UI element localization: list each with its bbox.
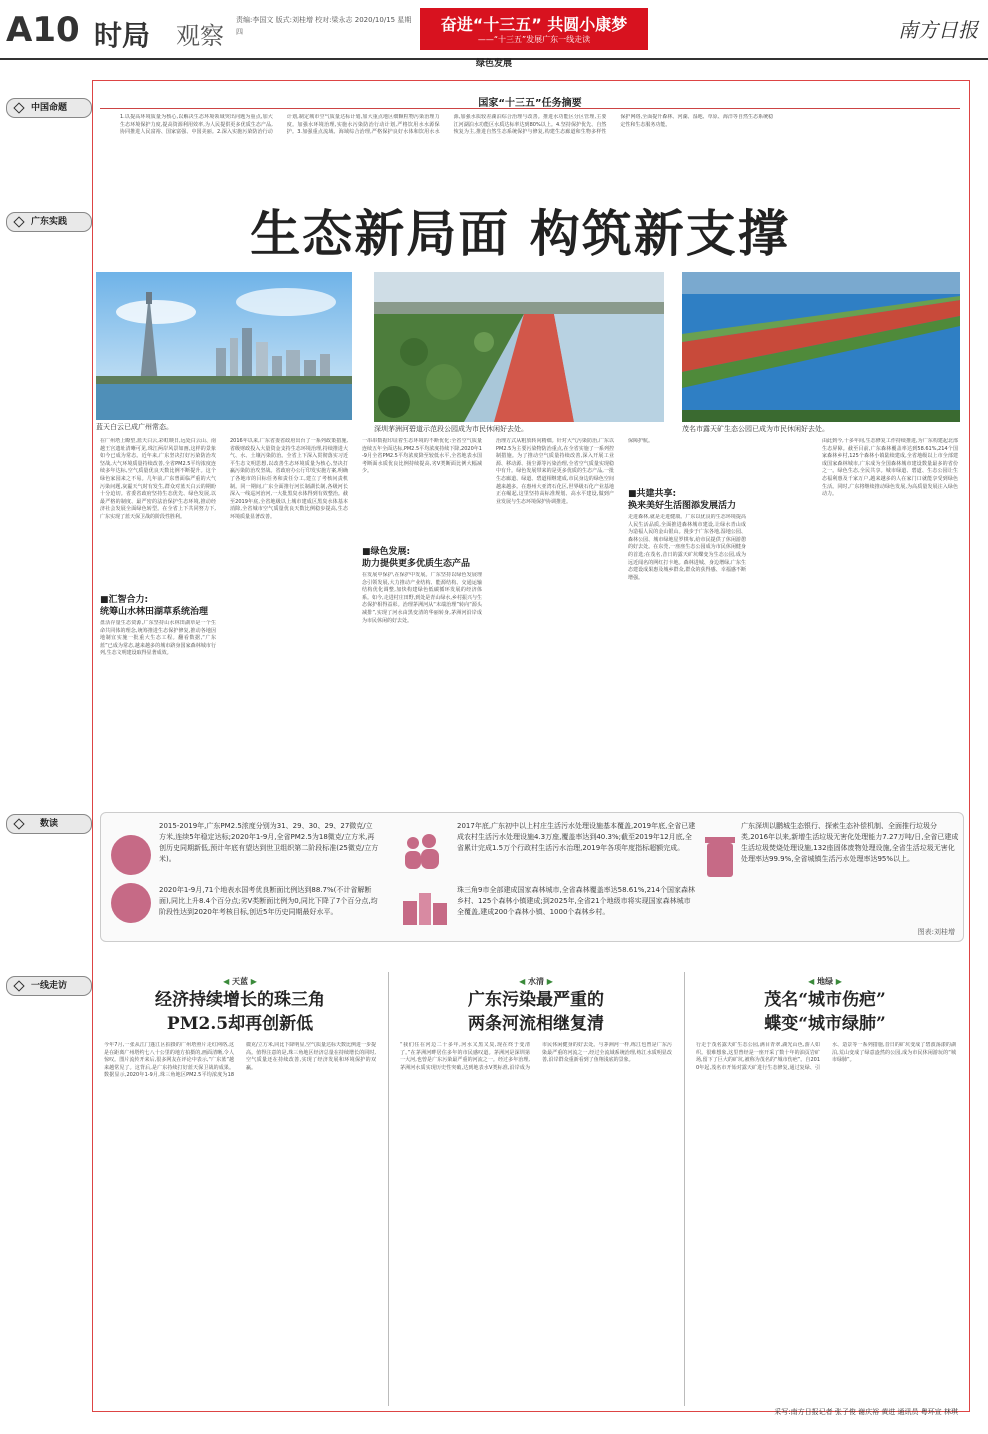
subsection-name: 观察 — [176, 22, 224, 50]
photo-guangzhou-skyline — [96, 272, 352, 420]
pm25-icon — [111, 835, 151, 875]
edition-meta: 责编:李国文 版式:刘桂增 校对:梁永志 2020/10/15 星期四 — [236, 16, 412, 36]
article-col-6: 由此到今,十多年间,生态修复工作持续推进,为广东构建起北部生态屏障。截至目前,广东森林覆盖率达到58.61%,214个国家森林乡村,125个森林小镇陆续建成,全省地级以上市全部建成国家森林城市,广东成为全国森林城市建设数量最多的省份之一。绿色生态,全民共享。城市绿道、碧道、生态公园让生态福利惠及千家万户,越来越多的人在家门口就能享受到绿色生活。同时,广东将继续推动绿色发展,为高质量发展注入绿色动力。 — [822, 438, 958, 498]
photo-caption-2: 深圳茅洲河碧道示范段公园成为市民休闲好去处。 — [374, 425, 528, 433]
tab-guangdong-practice: 广东实践 — [6, 212, 92, 232]
national-task-title: 国家“十三五”任务摘要 — [478, 98, 582, 109]
subhead-2-title: 助力提供更多优质生态产品 — [362, 559, 471, 569]
story-2-kicker-text: 水清 — [528, 977, 544, 986]
story-1-kicker-text: 天蓝 — [232, 977, 248, 986]
main-headline: 生态新局面 构筑新支撑 — [250, 204, 790, 263]
reporter-credit: 采写:南方日报记者 张子俊 谢庆裕 黄进 通讯员 粤环宣 林琪 — [774, 1408, 958, 1416]
lake-causeway-image — [682, 272, 960, 422]
stat-forest: 珠三角9市全部建成国家森林城市,全省森林覆盖率达58.61%,214个国家森林乡村、125个森林小镇建成;到2025年,全省21个地级市将实现国家森林城市全覆盖,建成200个森林小镇、1000个森林乡村。 — [457, 886, 695, 916]
tab-data-reading: 数读 — [6, 814, 92, 834]
series-banner — [420, 8, 648, 50]
story-1-text: 今年7月,一张从江门蓬江区拍摄的广州塔照片走红网络,这是在距离广州塔约七八十公里的地方拍摄的,画面清晰,令人惊叹。图片流传开来后,很多网友在评论中表示,“广东蓝”越来越常见了。这背后,是广东持续打好蓝天保卫战的成果。数据显示,2020年1-9月,珠三角地区PM2.5平均浓度为18微克/立方米,同比下降明显,空气质量达标天数比例进一步提高。值得注意的是,珠三角地区经济总量在持续增长的同时,空气质量还在持续改善,实现了经济发展和环境保护的双赢。 — [104, 1042, 376, 1079]
story-1-kicker: ◀ 天蓝 ▶ — [223, 977, 257, 986]
photo-caption-1: 蓝天白云已成广州常态。 — [96, 423, 173, 431]
photo-caption-3: 茂名市露天矿生态公园已成为市民休闲好去处。 — [682, 425, 829, 433]
story-2-title-line2: 两条河流相继复清 — [468, 1014, 604, 1034]
page-header — [0, 0, 988, 60]
article-col-2: 2016年以来,广东省委省政府出台了一系列政策措施,省级财政投入大量资金支持生态环境治理,持续推进大气、水、土壤污染防治。全省上下深入贯彻落实习近平生态文明思想,以改善生态环境质量为核心,坚决打赢污染防治攻坚战。省政府办公厅印发实施方案,明确了各地市的目标任务和责任分工,建立了考核问责机制。同一期间,广东全面推行河长制湖长制,各级河长深入一线巡河治河,一大批黑臭水体得到有效整治。截至2019年底,全省地级以上城市建成区黑臭水体基本消除,全省城市空气质量优良天数比例稳步提高,生态环境质量显著改善。 — [230, 438, 348, 520]
national-task-text: 1.以提高环境质量为核心,以解决生态环境领域突出问题为重点,加大生态环境保护力度,提高资源利用效率,为人民提供更多优质生态产品,协同推进人民富裕、国家富强、中国美丽。2.深入实施污染防治行动计划,制定城市空气质量达标计划,加大重点地区细颗粒物污染治理力度。加强水环境治理,实施水污染防治行动计划,严格饮用水水源保护。3.加强重点流域、海域综合治理,严格保护良好水体和饮用水水源,加强水质较差湖泊综合治理与改善。推进水功能区分区管理,主要江河湖泊水功能区水质达标率达到80%以上。4.坚持保护优先、自然恢复为主,推进自然生态系统保护与修复,构建生态廊道和生物多样性保护网络,全面提升森林、河湖、湿地、草原、海洋等自然生态系统稳定性和生态服务功能。 — [120, 114, 774, 136]
stat-rural-sewage: 2017年底,广东初中以上村庄生活污水处理设施基本覆盖,2019年底,全省已建成农村生活污水处理设施4.3万座,覆盖率达到40.3%;截至2019年12月底,全省累计完成1.5万个行政村生活污水治理,2019年各项年度指标超额完成。 — [457, 822, 696, 852]
story-3-title-line1: 茂名“城市伤疤” — [764, 990, 886, 1010]
banner-title: 奋进“十三五” 共圆小康梦 — [440, 15, 628, 34]
article-col-5: 保障护航。 — [628, 438, 654, 444]
subhead-3-label: ■共建共享: — [628, 489, 677, 499]
story-2-text: “我们住在河边二十多年,河水又黑又臭,现在终于变清了。”在茅洲河畔居住多年的市民感叹道。茅洲河是深圳第一大河,也曾是广东污染最严重的河流之一。经过多年治理,茅洲河水质实现历史性突破,达到地表水V类标准,沿岸成为市民休闲健身的好去处。与茅洲河一样,练江也曾是广东污染最严重的河流之一,经过全流域系统治理,练江水质明显改善,沿岸群众重新看到了鱼翔浅底的景象。 — [400, 1042, 672, 1071]
forest-icon — [401, 889, 449, 925]
rural-people-icon — [401, 833, 449, 869]
story-1-title-line1: 经济持续增长的珠三角 — [155, 990, 325, 1010]
column-divider — [388, 972, 389, 1406]
recycle-bin-icon — [705, 835, 735, 877]
subhead-3-title: 换来美好生活图添发展活力 — [628, 501, 737, 511]
banner-subtitle: ——“十三五”发展广东一线走读 — [477, 35, 591, 44]
story-3-kicker: ◀ 地绿 ▶ — [808, 977, 842, 986]
subhead-1-title: 统筹山水林田湖草系统治理 — [100, 607, 209, 617]
article-col-5b: 走进森林,就是走进健康。广东以优良的生态环境提高人民生活品质,全面推进森林城市建设,让绿水青山成为造福人民的金山银山。漫步于广东各地,湿地公园、森林公园、城市绿地星罗棋布,给市民提供了休闲游憩的好去处。在东莞,一座座生态公园成为市民休闲健身的首选;在茂名,昔日的露天矿坑蝶变为生态公园,成为远近闻名的网红打卡地。森林进城、身边增绿,广东生态建设成果惠及城乡群众,群众的获得感、幸福感不断增强。 — [628, 514, 746, 581]
story-1-title-line2: PM2.5却再创新低 — [166, 1014, 314, 1034]
divider — [100, 108, 960, 109]
column-divider — [684, 972, 685, 1406]
photo-maozhou-river-park — [374, 272, 664, 422]
data-infographic — [100, 812, 964, 942]
stat-pm25: 2015-2019年,广东PM2.5浓度分别为31、29、30、29、27微克/立方米,连续5年稳定达标;2020年1-9月,全省PM2.5为18微克/立方米,再创历史同期新低,预计年底有望达到世卫组织第二阶段标准(25微克/立方米)。 — [159, 822, 379, 863]
page-number: A10 — [6, 10, 80, 50]
subhead-1-label: ■汇智合力: — [100, 595, 149, 605]
guangzhou-skyline-image — [96, 272, 352, 420]
topic-label: 绿色发展 — [475, 59, 512, 69]
article-col-4: 治理方式从粗放转向精细。针对大气污染防治,广东以PM2.5为主要污染物防治重点,在全省实施了一系列控制措施。为了推动空气质量持续改善,深入开展工业源、移动源、扬尘源等污染治理,全省空气质量实现稳中有升。绿色发展带来的是更多优质的生态产品,一批生态廊道、绿道、碧道相继建成,市民身边的绿色空间越来越多。在惠州大亚湾石化区,世界级石化产业基地正在崛起,这里坚持高标准规划、高水平建设,做到产业发展与生态环境保护协调推进。 — [496, 438, 614, 505]
story-3-text: 行走于茂名露天矿生态公园,满目青翠,湖光山色,游人如织。很难想象,这里曾经是一座开采了数十年的油页岩矿场,留下了巨大的矿坑,被称为茂名的“城市伤疤”。自2010年起,茂名市开始对露天矿进行生态修复,通过复绿、引水、造景等一系列措施,昔日的矿坑变成了碧波荡漾的湖泊,荒山变成了绿意盎然的公园,成为市民休闲游玩的“城市绿肺”。 — [696, 1042, 956, 1071]
stat-waste: 广东深圳以鹏城生态银行、探索生态补偿机制、全面推行垃圾分类,2016年以来,新增生活垃圾无害化处理能力7.27万吨/日,全省已建成生活垃圾焚烧处理设施,132座固体废物处理设施,全省生活垃圾无害化处理率达99.9%,全省城镇生活污水处理率达95%以上。 — [741, 822, 959, 863]
article-col-3: 一串串数据印证着生态环境的不断优化:全省空气质量连续五年全面达标,PM2.5平均浓度持续下降,2020年1-9月全省PM2.5平均浓度降至较低水平,全省地表水国考断面水质优良比例持续提高,劣V类断面比例大幅减少。 — [362, 438, 482, 475]
subhead-2-label: ■绿色发展: — [362, 547, 411, 557]
water-quality-icon — [111, 883, 151, 923]
story-2-kicker: ◀ 水清 ▶ — [519, 977, 553, 986]
infographic-credit: 图表:刘桂增 — [917, 928, 955, 936]
story-3-kicker-text: 地绿 — [817, 977, 833, 986]
article-col-3b: 在发展中保护,在保护中发展。广东坚持以绿色发展理念引领发展,大力推动产业结构、能源结构、交通运输结构优化调整,加快构建绿色低碳循环发展的经济体系。如今,走进村庄田野,到处是青山绿水,乡村振兴与生态保护相得益彰。治理茅洲河从“末端治理”转向“源头减排”,实现了河水由黑变清的华丽转身,茅洲河沿岸成为市民休闲的好去处。 — [362, 572, 482, 624]
photo-maoming-ecopark — [682, 272, 960, 422]
river-park-image — [374, 272, 664, 422]
story-2-title-line1: 广东污染最严重的 — [468, 990, 604, 1010]
stat-water: 2020年1-9月,71个地表水国考优良断面比例达到88.7%(不计省解断面),同比上升8.4个百分点;劣V类断面比例为0,同比下降了7个百分点,均阶段性达到2020年考核目标,创近5年历史同期最好水平。 — [159, 886, 378, 916]
tab-china-proposition: 中国命题 — [6, 98, 92, 118]
article-col-1b: 盘活存量生态资源,广东坚持山水林田湖草是一个生命共同体的理念,统筹推进生态保护修复,推动各地因地制宜实施一批重大生态工程。翻看数据,“广东蓝”已成为常态,越来越多的城市跻身国家森林城市行列,生态文明建设取得显著成效。 — [100, 620, 216, 657]
tab-frontline-visit: 一线走访 — [6, 976, 92, 996]
newspaper-logo: 南方日报 — [898, 18, 978, 42]
section-name: 时局 — [94, 19, 151, 52]
story-3-title-line2: 蝶变“城市绿肺” — [764, 1014, 886, 1034]
article-col-1: 在广州塔上瞭望,蓝天白云,彩虹映日,远处白云山、南越王宫遗址清晰可见,珠江两岸风景如画,这样的景象如今已成为常态。近年来,广东坚决打好污染防治攻坚战,大气环境质量持续改善,全省PM2.5平均浓度连续多年达标,空气质量优良天数比例不断提升。这个绿色家园来之不易。几年前,广东曾面临严重的大气污染问题,灰霾天气时有发生,群众对蓝天白云的期盼十分迫切。省委省政府坚持生态优先、绿色发展,以最严格的制度、最严密的法治保护生态环境,推动经济社会发展全面绿色转型。在全省上下共同努力下,广东实现了蓝天保卫战的阶段性胜利。 — [100, 438, 216, 520]
